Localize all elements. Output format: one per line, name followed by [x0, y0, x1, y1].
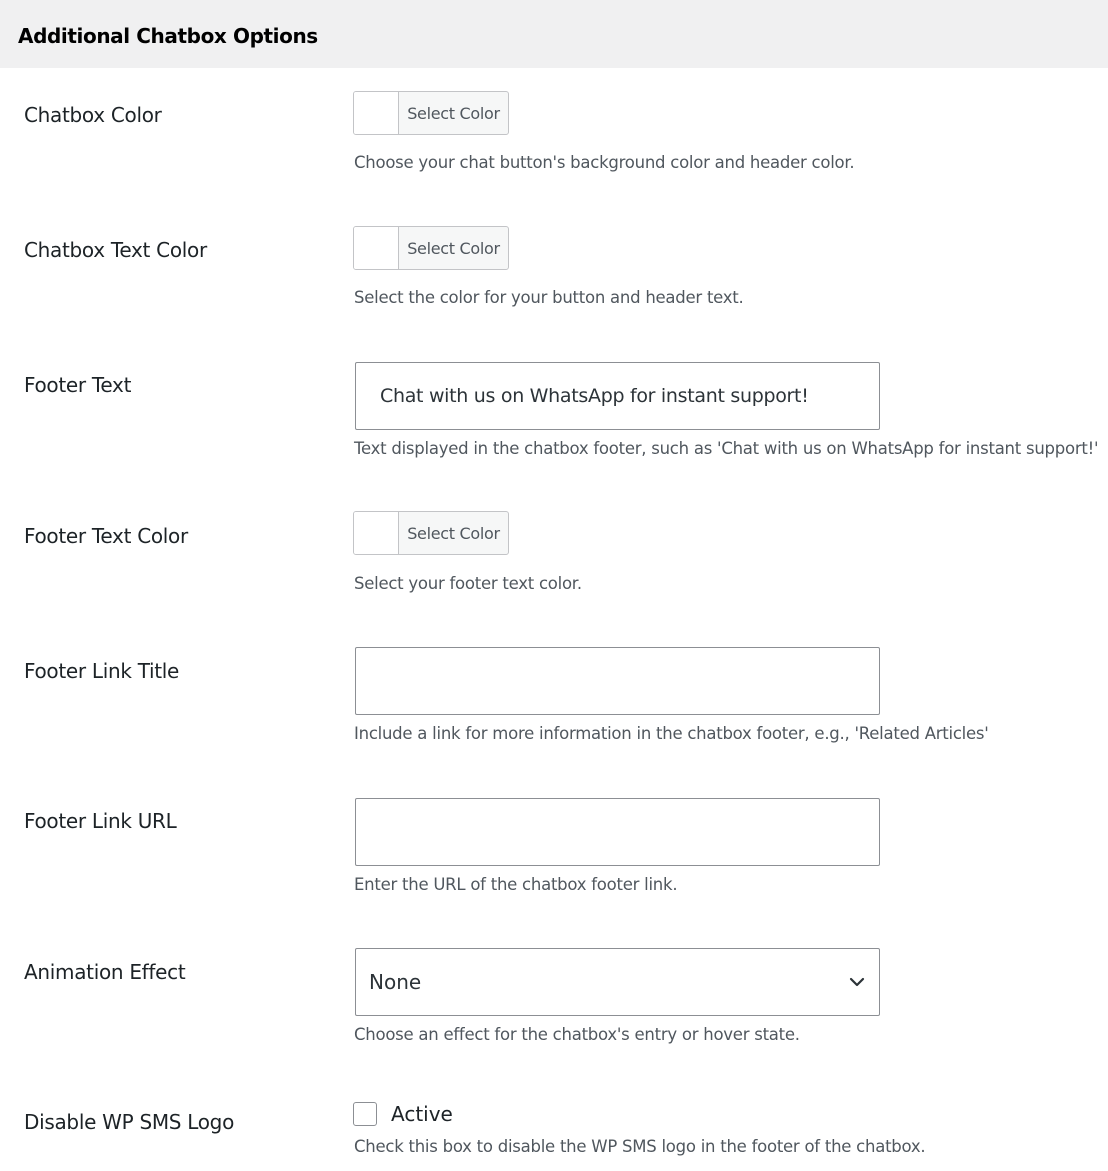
- footer-link-url-description: Enter the URL of the chatbox footer link.: [354, 875, 678, 894]
- footer-text-color-picker[interactable]: [353, 511, 509, 555]
- disable-logo-checkbox[interactable]: [353, 1102, 377, 1126]
- chatbox-color-select-button[interactable]: Select Color: [407, 103, 500, 123]
- chatbox-color-swatch[interactable]: [354, 92, 399, 134]
- chatbox-text-color-description: Select the color for your button and header text.: [354, 288, 744, 307]
- section-header: [0, 0, 1108, 68]
- footer-text-label: Footer Text: [24, 373, 132, 397]
- disable-logo-checkbox-label[interactable]: Active: [391, 1102, 453, 1126]
- animation-effect-label: Animation Effect: [24, 960, 186, 984]
- chatbox-text-color-swatch[interactable]: [354, 227, 399, 269]
- disable-logo-label: Disable WP SMS Logo: [24, 1110, 235, 1134]
- footer-link-title-label: Footer Link Title: [24, 659, 180, 683]
- footer-text-color-description: Select your footer text color.: [354, 574, 582, 593]
- section-title: Additional Chatbox Options: [18, 24, 318, 48]
- chatbox-text-color-select-button[interactable]: Select Color: [407, 238, 500, 258]
- chatbox-color-label: Chatbox Color: [24, 103, 162, 127]
- footer-text-color-label: Footer Text Color: [24, 524, 188, 548]
- footer-text-description: Text displayed in the chatbox footer, such as 'Chat with us on WhatsApp for instant support!': [354, 439, 1099, 458]
- chatbox-color-picker[interactable]: [353, 91, 509, 135]
- disable-logo-description: Check this box to disable the WP SMS logo in the footer of the chatbox.: [354, 1137, 926, 1156]
- chatbox-color-description: Choose your chat button's background color and header color.: [354, 153, 855, 172]
- chatbox-text-color-label: Chatbox Text Color: [24, 238, 207, 262]
- footer-link-url-label: Footer Link URL: [24, 809, 177, 833]
- animation-effect-selected-value: None: [369, 970, 422, 994]
- footer-link-title-description: Include a link for more information in the chatbox footer, e.g., 'Related Articles': [354, 724, 989, 743]
- chevron-down-icon: [847, 972, 867, 992]
- footer-link-url-input[interactable]: [355, 798, 880, 866]
- footer-text-color-select-button[interactable]: Select Color: [407, 523, 500, 543]
- footer-text-input[interactable]: [355, 362, 880, 430]
- footer-text-color-swatch[interactable]: [354, 512, 399, 554]
- animation-effect-description: Choose an effect for the chatbox's entry or hover state.: [354, 1025, 800, 1044]
- animation-effect-select[interactable]: [355, 948, 880, 1016]
- footer-link-title-input[interactable]: [355, 647, 880, 715]
- chatbox-text-color-picker[interactable]: [353, 226, 509, 270]
